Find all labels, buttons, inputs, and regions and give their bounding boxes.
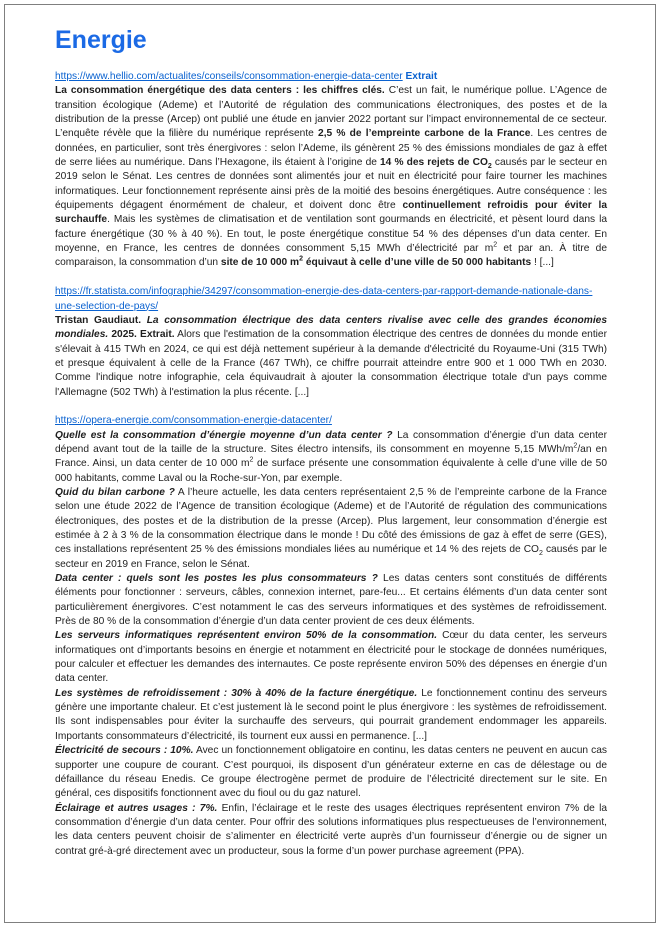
text-run: 2 (249, 456, 254, 464)
document-body (55, 70, 607, 859)
text-run: C’est un fait, le numérique pollue. L’Agence de transition écologique (Ademe) et l’Autorité de régulation des communications électroniques, des postes et de la distribution de la presse (Arcep) ont publié une étude en janvier 2022 portant sur l’impact environnemental de ce secteur. L’enquête révèle que la filière du numérique représente (55, 85, 607, 140)
text-run: Alors que l'estimation de la consommation électrique des centres de données du monde entier s'élevait à 415 TWh en 2024, ce qui est déjà nettement supérieur à la demande d'électricité du Royaume-Uni (315 TWh) et presque équivalent à celle de la France (467 TWh), ce chiffre pourrait atteindre entre 900 et 1 000 TWh en 2030. Comme l'indique notre infographie, cela équivaudrait à ajouter la consommation électrique totale d'un pays comme l'Allemagne (502 TWh) à l'estimation la plus récente. [...] (55, 329, 607, 398)
text-run: . Mais les systèmes de climatisation et de ventilation sont gourmands en électricité, et pèsent lourd dans la facture énergétique (30 % à 40 %). En tout, le poste énergétique constitue 54 % des dépenses d’un data center. En moyenne, en France, les centres de données consomment 5,15 MWh d’électricité par m (55, 214, 607, 255)
text-run: Enfin, l’éclairage et le reste des usages électriques représentent environ 7% de la consommation d’énergie d’un data center. Pour offrir des solutions informatiques plus respectueuses de l’environnement, les data centers peuvent choisir de s’alimenter en électricité verte auprès d’un fournisseur d’énergie ou de signer un contrat gré-à-gré directement avec un producteur, sous la forme d’un power purchase agreement (PPA). (55, 802, 607, 857)
link-line (55, 70, 607, 84)
hyperlink[interactable]: https://www.hellio.com/actualites/conseils/consommation-energie-data-center (55, 71, 403, 82)
paragraph (55, 84, 607, 270)
hyperlink[interactable]: https://fr.statista.com/infographie/34297/consommation-energie-des-data-centers-par-rapport-demande-nationale-dans-une-selection-de-pays/ (55, 286, 593, 312)
text-run: Les serveurs informatiques représentent environ 50% de la consommation. (55, 630, 438, 642)
text-run: La consommation électrique des data centers rivalise avec celle des grandes économies mondiales. (55, 314, 607, 341)
paragraph (55, 572, 607, 629)
text-run: continuellement refroidis pour éviter la surchauffe (55, 200, 607, 226)
text-run: ! [...] (531, 257, 554, 269)
text-run: Tristan Gaudiaut. (55, 314, 147, 326)
spacer (55, 400, 607, 414)
paragraph (55, 687, 607, 744)
paragraph (55, 744, 607, 801)
text-run: site de 10 000 m (220, 257, 300, 269)
text-run: et par an. À titre de comparaison, la consommation d’un (55, 243, 607, 269)
text-run: 2 (299, 256, 303, 264)
paragraph (55, 486, 607, 572)
text-run: Quelle est la consommation d’énergie moyenne d’un data center ? (55, 429, 393, 441)
text-run: . Les centres de données, en particulier, sont très énergivores : selon l’Ademe, ils génèrent 25 % des émissions mondiales de gaz à effet de serre liées au numérique. Dans l’Hexagone, ils étaient à l’origine de (55, 128, 607, 169)
paragraph (55, 314, 607, 400)
hyperlink[interactable]: https://opera-energie.com/consommation-energie-datacenter/ (55, 415, 332, 427)
text-run: équivaut à celle d’une ville de 50 000 habitants (302, 257, 532, 269)
text-run: Électricité de secours : 10%. (55, 745, 194, 757)
text-run: La consommation d’énergie d’un data center dépend avant tout de la taille de la structure. Sites électro intensifs, ils consomment en moyenne 5,15 MWh/m (55, 429, 607, 455)
paragraph (55, 802, 607, 859)
extrait-label: Extrait (405, 71, 438, 82)
text-run: de surface présente une consommation équivalente à celle d’une ville de 50 000 habitants, comme Laval ou la Roche-sur-Yon, par exemple. (55, 458, 607, 484)
link-line (55, 285, 607, 314)
text-run: Avec un fonctionnement obligatoire en continu, les datas centers ne peuvent en aucun cas supporter une coupure de courant. C’est pourquoi, ils disposent d’un générateur externe en cas de délestage ou de défaillance du réseau Enedis. Ce groupe électrogène permet de produire de l’électricité directement sur le site. En général, ces dispositifs fonctionnent avec du fioul ou du gaz naturel. (55, 745, 607, 800)
text-run: 2 (539, 550, 543, 558)
text-run: Data center : quels sont les postes les plus consommateurs ? (55, 573, 378, 585)
link-line (55, 414, 607, 428)
text-run: Cœur du data center, les serveurs informatiques ont d’importants besoins en énergie et notamment en électricité pour le stockage de données numériques, pour calculer et effectuer les demandes des internautes. Ce poste représente environ 50% des dépenses en énergie d’un data center. (55, 630, 607, 685)
text-run: 2 (573, 442, 578, 450)
paragraph (55, 629, 607, 686)
text-run: 2 (487, 163, 492, 171)
text-run: /an en France. Ainsi, un data center de 10 000 m (55, 443, 608, 470)
text-run: 2025. Extrait. (108, 329, 175, 341)
spacer (55, 271, 607, 285)
text-run: causés par le secteur en 2019 selon le Sénat. Les centres de données sont alimentés jour et nuit en électricité pour faire tourner les machines informatiques. Leur fonctionnement représente ainsi près de la moitié des besoins énergétiques. Autre conséquence : les équipements dégagent énormément de chaleur, et doivent donc être (55, 157, 608, 212)
text-run: 14 % des rejets de CO (380, 157, 488, 169)
text-run: 2 (493, 241, 498, 249)
text-run: causés par le secteur en 2019 en France, selon le Sénat. (55, 544, 607, 570)
text-run: 2,5 % de l’empreinte carbone de la France (318, 128, 531, 140)
text-run: Les datas centers sont constitués de différents éléments pour fonctionner : serveurs, câbles, connexion internet, pare-feu... Et certains éléments d’un data center sont particulièrement énergivores. C’est notamment le cas des serveurs informatiques et des systèmes de refroidissement. Près de 80 % de la consommation d’énergie d’un data center provient de ces deux éléments. (55, 573, 607, 628)
text-run: Le fonctionnement continu des serveurs génère une importante chaleur. Et c’est justement là le second point le plus énergivore : les systèmes de refroidissement. Ils sont indispensables pour éviter la surchauffe des serveurs, qui pourrait grandement endommager les appareils. Importants consommateurs d’électricité, ils tournent eux aussi en permanence. [...] (55, 687, 607, 742)
paragraph (55, 429, 607, 486)
text-run: Les systèmes de refroidissement : 30% à 40% de la facture énergétique. (55, 687, 418, 699)
text-run: Éclairage et autres usages : 7%. (55, 802, 218, 814)
page-title: Energie (55, 26, 147, 54)
text-run: La consommation énergétique des data centers : les chiffres clés. (55, 85, 385, 97)
text-run: Quid du bilan carbone ? (55, 486, 175, 498)
text-run: A l’heure actuelle, les data centers représentaient 2,5 % de l’empreinte carbone de la France selon une étude 2022 de l’Agence de transition écologique (Ademe) et de l’Autorité de régulation des communications électroniques, des postes et de la distribution de la presse (Arcep). Plus largement, leur consommation d’énergie est estimée à 2 à 3 % de la consommation électrique dans le monde ! Du côté des émissions de gaz à effet de serre (GES), ces installations représentent 25 % des émissions mondiales liées au numérique et 14 % des rejets de CO (55, 486, 607, 556)
